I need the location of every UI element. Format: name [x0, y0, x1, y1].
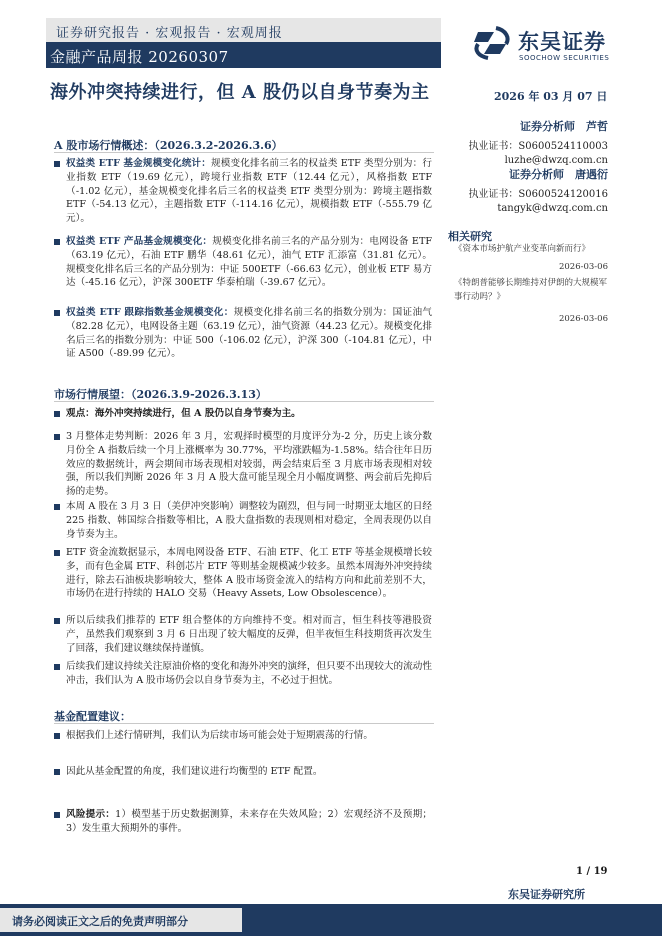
bullet-item [54, 157, 432, 226]
bullet-text: 根据我们上述行情研判，我们认为后续市场可能会处于短期震荡的行情。 [66, 730, 373, 741]
bullet-square-icon [54, 733, 60, 739]
report-title: 金融产品周报 20260307 [50, 48, 229, 66]
section-heading-fund-allocation: 基金配置建议： [54, 710, 131, 723]
related-date: 2026-03-06 [558, 314, 608, 324]
report-date: 2026 年 03 月 07 日 [494, 90, 608, 103]
bullet-item [54, 430, 432, 499]
related-item[interactable]: 《特朗普能够长期维持对伊朗的大规模军事行动吗？》 [454, 278, 608, 302]
soochow-logo-icon [470, 22, 514, 66]
report-category-band [46, 18, 441, 42]
analyst-license: 执业证书：S0600524110003 [468, 141, 608, 152]
bullet-text: 1）模型基于历史数据测算，未来存在失效风险；2）宏观经济不及预期；3）发生重大预期外的事件。 [66, 809, 432, 834]
company-logo [470, 22, 630, 68]
bullet-square-icon [54, 434, 60, 440]
bullet-item [54, 500, 432, 541]
section-heading-market-outlook: 市场行情展望：（2026.3.9-2026.3.13） [54, 388, 267, 401]
bullet-item [54, 235, 432, 290]
page-number: 1 / 19 [576, 866, 608, 877]
bullet-item [54, 729, 432, 743]
bullet-text: ETF 资金流数据显示，本周电网设备 ETF、石油 ETF、化工 ETF 等基金规模增长较多，而有色金属 ETF、科创芯片 ETF 等则基金规模减少较多。虽然本周海外冲突持续进行，除去石油板块影响较大，整体 A 股市场资金流入的结构方向和此前差别不大，市场仍在进行持续的 HALO 交易（Heavy Assets, Low Obsolescence）。 [66, 547, 432, 600]
bullet-item [54, 546, 432, 601]
headline: 海外冲突持续进行，但 A 股仍以自身节奏为主 [50, 82, 430, 103]
related-research-title: 相关研究 [448, 230, 492, 243]
bullet-text: 所以后续我们推荐的 ETF 组合整体的方向维持不变。相对而言，恒生科技等港股资产，虽然我们观察到 3 月 6 日出现了较大幅度的反弹，但半夜恒生科技期货再次发生了回落，我们建议继续保持谨慎。 [66, 615, 432, 654]
bullet-square-icon [54, 550, 60, 556]
analyst-2 [468, 166, 608, 214]
bullet-text: 后续我们建议持续关注原油价格的变化和海外冲突的演绎，但只要不出现较大的流动性冲击，我们认为 A 股市场仍会以自身节奏为主，不必过于担忧。 [66, 661, 432, 686]
analyst-email[interactable]: luzhe@dwzq.com.cn [504, 155, 608, 166]
bullet-lead: 权益类 ETF 跟踪指数基金规模变化： [66, 307, 234, 318]
bullet-text: 因此从基金配置的角度，我们建议进行均衡型的 ETF 配置。 [66, 766, 323, 777]
bullet-square-icon [54, 504, 60, 510]
bullet-square-icon [54, 812, 60, 818]
bullet-square-icon [54, 411, 60, 417]
analyst-license: 执业证书：S0600524120016 [468, 189, 608, 200]
bullet-text: 规模变化排名前三名的权益类 ETF 类型分别为：行业指数 ETF（19.69 亿元），跨境行业指数 ETF（12.44 亿元），风格指数 ETF（-1.02 亿元），基金规模变化排名后三名的权益类 ETF 类型分别为：跨境主题指数 ETF（-54.13 亿元），主题指数 ETF（-114.16 亿元），规模指数 ETF（-555.79 亿元）。 [66, 158, 432, 225]
bullet-item [54, 765, 432, 779]
report-title-band [46, 42, 441, 68]
footer-disclaimer-band [0, 908, 242, 932]
bullet-item [54, 306, 432, 361]
bullet-text: 规模变化排名前三名的产品分别为：电网设备 ETF（63.19 亿元），石油 ETF 鹏华（48.61 亿元），油气 ETF 汇添富（31.81 亿元）。规模变化排名后三名的产品分别为：中证 500ETF（-66.63 亿元），创业板 ETF 易方达（-45.16 亿元），沪深 300ETF 华泰柏瑞（-39.67 亿元）。 [66, 236, 432, 289]
bullet-text: 本周 A 股在 3 月 3 日（美伊冲突影响）调整较为剧烈，但与同一时期亚太地区的日经 225 指数、韩国综合指数等相比，A 股大盘指数的表现则相对稳定，全周表现仍以自身节奏为主。 [66, 501, 432, 540]
bullet-square-icon [54, 618, 60, 624]
related-date: 2026-03-06 [558, 262, 608, 272]
bullet-item [54, 614, 432, 655]
bullet-lead: 观点：海外冲突持续进行，但 A 股仍以自身节奏为主。 [66, 408, 301, 419]
section-divider [54, 152, 434, 153]
analyst-email[interactable]: tangyk@dwzq.com.cn [497, 203, 608, 214]
analyst-name: 证券分析师 芦哲 [520, 120, 608, 133]
logo-subtitle: SOOCHOW SECURITIES [519, 54, 610, 62]
bullet-item [54, 660, 432, 688]
footer-institute: 东吴证券研究所 [508, 888, 585, 901]
analyst-name: 证券分析师 唐遇衍 [509, 168, 608, 181]
bullet-square-icon [54, 769, 60, 775]
bullet-square-icon [54, 664, 60, 670]
bullet-square-icon [54, 161, 60, 167]
bullet-lead: 风险提示： [66, 809, 116, 820]
logo-name: 东吴证券 [518, 30, 606, 54]
section-divider [54, 723, 434, 724]
bullet-lead: 权益类 ETF 产品基金规模变化： [66, 236, 213, 247]
bullet-square-icon [54, 310, 60, 316]
bullet-item [54, 808, 432, 836]
report-category: 证券研究报告 · 宏观报告 · 宏观周报 [56, 26, 283, 41]
bullet-text: 3 月整体走势判断：2026 年 3 月，宏观择时模型的月度评分为-2 分，历史上该分数月份全 A 指数后续一个月上涨概率为 30.77%，平均涨跌幅为-1.58%。结合往年日历效应的数据统计，两会期间市场表现相对较弱，两会结束后至 3 月底市场表现相对较强，所以我们判断 2026 年 3 月 A 股大盘可能呈现全月小幅度调整、两会前后先抑后扬的走势。 [66, 431, 432, 498]
analyst-1 [468, 118, 608, 166]
bullet-item [54, 407, 432, 421]
section-divider [54, 401, 434, 402]
bullet-lead: 权益类 ETF 基金规模变化统计： [66, 158, 212, 169]
section-heading-market-overview: A 股市场行情概述：（2026.3.2-2026.3.6） [54, 139, 283, 152]
bullet-text: 规模变化排名前三名的指数分别为：国证油气（82.28 亿元），电网设备主题（63.19 亿元），油气资源（44.23 亿元）。规模变化排名后三名的指数分别为：中证 500（-106.02 亿元），沪深 300（-104.81 亿元），中证 A500（-89.99 亿元）。 [66, 307, 432, 360]
bullet-square-icon [54, 239, 60, 245]
footer-disclaimer[interactable]: 请务必阅读正文之后的免责声明部分 [12, 915, 188, 928]
related-item[interactable]: 《资本市场护航产业变革向新而行》 [454, 244, 591, 254]
